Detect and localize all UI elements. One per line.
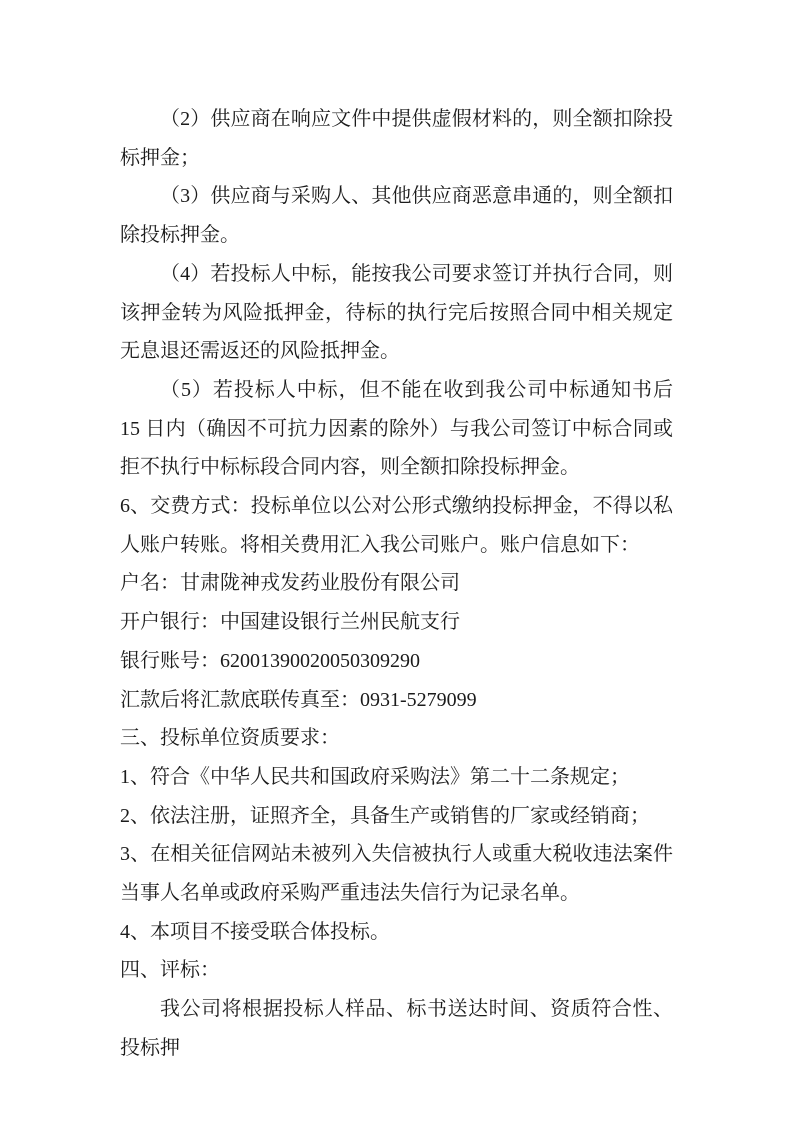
paragraph: 户名：甘肃陇神戎发药业股份有限公司 xyxy=(120,572,460,595)
paragraph: （3）供应商与采购人、其他供应商恶意串通的，则全额扣除投标押金。 xyxy=(120,185,673,247)
paragraph: 银行账号：62001390020050309290 xyxy=(120,649,420,672)
paragraph: 1、符合《中华人民共和国政府采购法》第二十二条规定； xyxy=(120,765,630,788)
paragraph: 汇款后将汇款底联传真至：0931-5279099 xyxy=(120,688,477,711)
paragraph: 4、本项目不接受联合体投标。 xyxy=(120,920,390,943)
paragraph: （5）若投标人中标，但不能在收到我公司中标通知书后 15 日内（确因不可抗力因素的除外）与我公司签订中标合同或拒不执行中标标段合同内容，则全额扣除投标押金。 xyxy=(120,378,673,479)
paragraph: 四、评标： xyxy=(120,959,220,982)
paragraph: （2）供应商在响应文件中提供虚假材料的，则全额扣除投标押金； xyxy=(120,108,673,169)
paragraph: 三、投标单位资质要求： xyxy=(120,727,340,750)
document-body xyxy=(120,100,673,1068)
paragraph: 我公司将根据投标人样品、标书送达时间、资质符合性、投标押 xyxy=(120,998,673,1059)
paragraph: 开户银行：中国建设银行兰州民航支行 xyxy=(120,611,460,634)
paragraph: （4）若投标人中标，能按我公司要求签订并执行合同，则该押金转为风险抵押金，待标的执行完后按照合同中相关规定无息退还需返还的风险抵押金。 xyxy=(120,262,673,363)
paragraph: 3、在相关征信网站未被列入失信被执行人或重大税收违法案件当事人名单或政府采购严重违法失信行为记录名单。 xyxy=(120,843,673,905)
paragraph: 6、交费方式：投标单位以公对公形式缴纳投标押金，不得以私人账户转账。将相关费用汇入我公司账户。账户信息如下： xyxy=(120,495,673,556)
paragraph: 2、依法注册，证照齐全，具备生产或销售的厂家或经销商； xyxy=(120,804,650,827)
